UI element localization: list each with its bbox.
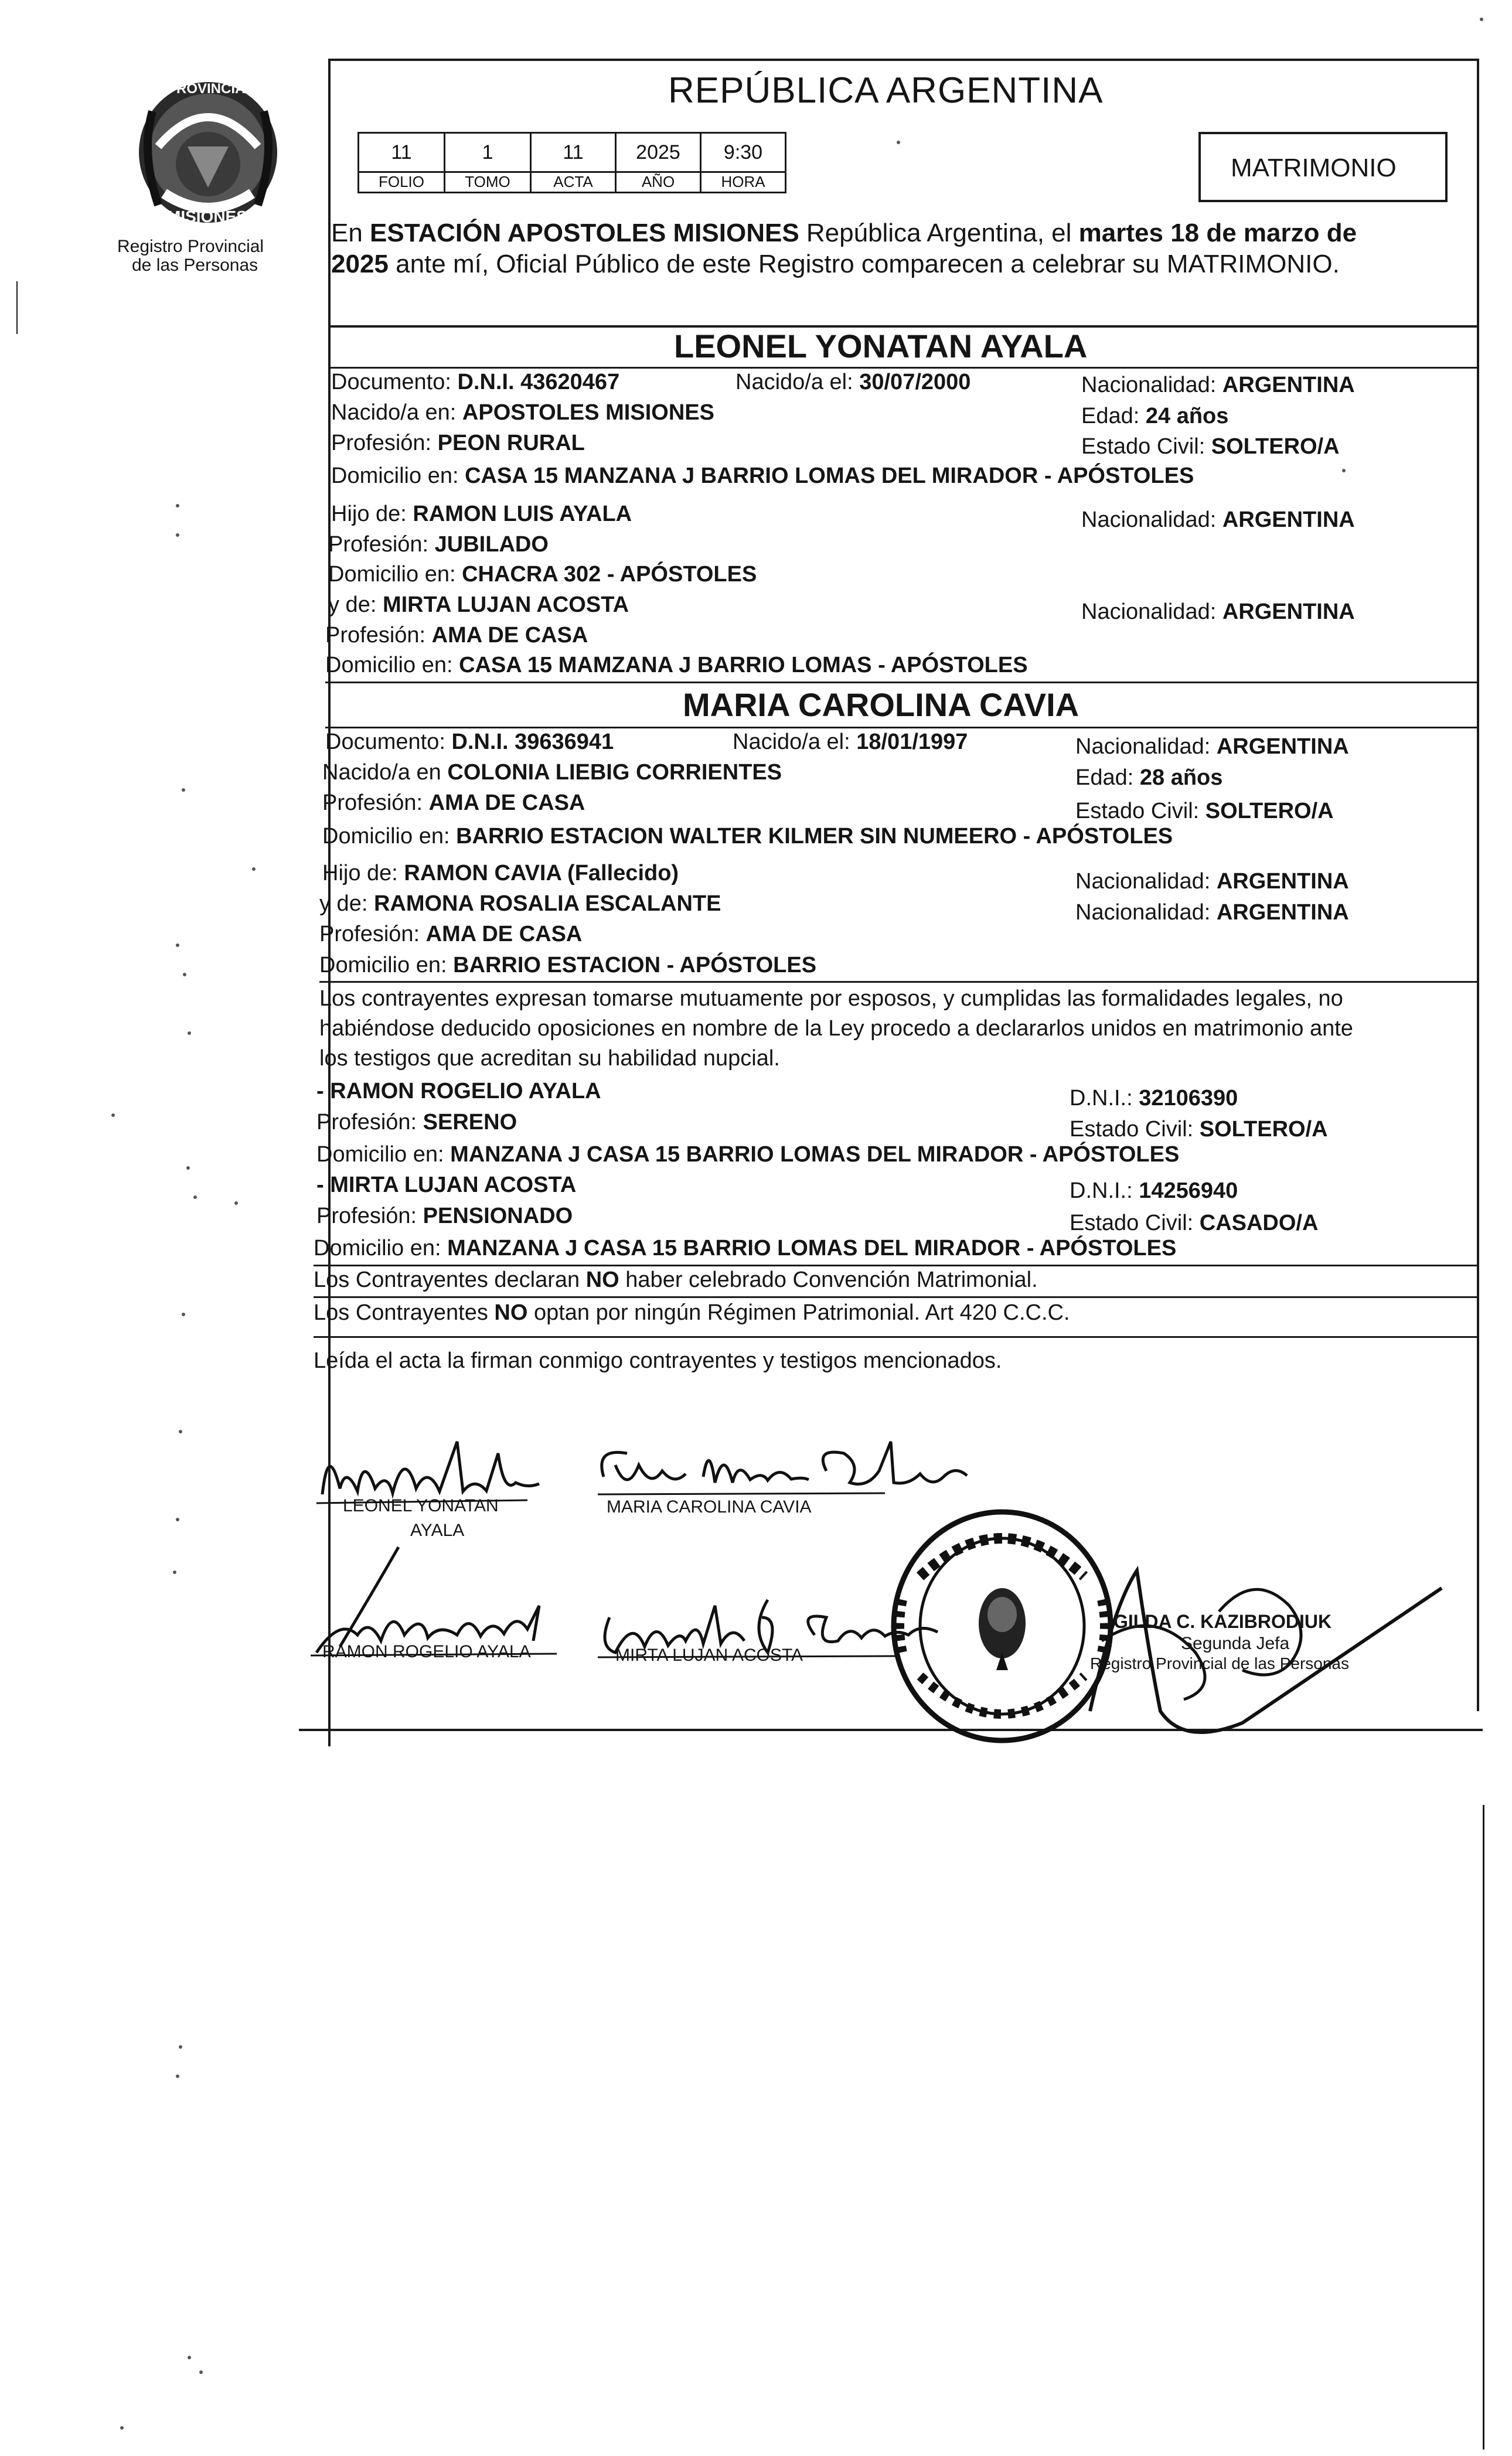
witness-notes-divider	[314, 1265, 1477, 1266]
scan-speck	[897, 141, 900, 144]
witness-2-address: Domicilio en: MANZANA J CASA 15 BARRIO LOMAS DEL MIRADOR - APÓSTOLES	[314, 1236, 1177, 1261]
acta-label: ACTA	[530, 171, 617, 193]
left-margin-mark	[16, 281, 18, 334]
witness-1-signature-label: RAMON ROGELIO AYALA	[322, 1642, 531, 1661]
folio-label: FOLIO	[357, 171, 445, 193]
convention-divider	[314, 1296, 1477, 1298]
scan-speck	[252, 867, 256, 871]
acta-value: 11	[530, 132, 617, 173]
bride-age: Edad: 28 años	[1075, 765, 1223, 790]
scan-speck	[186, 1166, 190, 1170]
witness-2-signature-label: MIRTA LUJAN ACOSTA	[615, 1646, 803, 1665]
regime-divider	[314, 1336, 1477, 1338]
groom-father-profession: Profesión: JUBILADO	[328, 532, 549, 557]
frame-right-border	[1477, 59, 1479, 1711]
scan-speck	[183, 973, 186, 976]
scan-speck	[193, 1195, 197, 1199]
witness-2-dni: D.N.I.: 14256940	[1070, 1178, 1238, 1203]
country-title: REPÚBLICA ARGENTINA	[668, 70, 1104, 111]
scan-speck	[1480, 18, 1483, 21]
groom-birthplace: Nacido/a en: APOSTOLES MISIONES	[331, 400, 714, 425]
groom-bride-divider	[325, 682, 1477, 683]
declaration-line-2: habiéndose deducido oposiciones en nombre de la Ley procedo a declararlos unidos en matrimonio ante	[319, 1016, 1353, 1041]
groom-signature-label-line2: AYALA	[410, 1521, 465, 1540]
bride-mother: y de: RAMONA ROSALIA ESCALANTE	[319, 891, 721, 916]
groom-signature-label-line1: LEONEL YONATAN	[343, 1496, 499, 1515]
witness-2-name: - MIRTA LUJAN ACOSTA	[316, 1173, 577, 1197]
witness-1-address: Domicilio en: MANZANA J CASA 15 BARRIO LOMAS DEL MIRADOR - APÓSTOLES	[316, 1142, 1180, 1167]
bride-address: Domicilio en: BARRIO ESTACION WALTER KILMER SIN NUMEERO - APÓSTOLES	[322, 824, 1173, 849]
groom-mother: y de: MIRTA LUJAN ACOSTA	[328, 592, 629, 617]
scan-speck	[188, 2356, 191, 2359]
bride-civil-status: Estado Civil: SOLTERO/A	[1075, 799, 1334, 823]
witness-1-profession: Profesión: SERENO	[316, 1110, 517, 1135]
bride-mother-profession: Profesión: AMA DE CASA	[319, 922, 583, 946]
bride-name-title: MARIA CAROLINA CAVIA	[683, 686, 1079, 723]
bride-name-divider	[325, 727, 1477, 728]
bride-birthdate: Nacido/a el: 18/01/1997	[733, 730, 968, 754]
intro-prefix: En	[331, 219, 370, 247]
witness-1-dni: D.N.I.: 32106390	[1070, 1086, 1238, 1111]
groom-name-title: LEONEL YONATAN AYALA	[674, 328, 1088, 365]
scan-speck	[176, 504, 179, 507]
groom-address: Domicilio en: CASA 15 MANZANA J BARRIO LOMAS DEL MIRADOR - APÓSTOLES	[331, 464, 1194, 488]
groom-age: Edad: 24 años	[1081, 404, 1229, 428]
witness-1-name: - RAMON ROGELIO AYALA	[316, 1079, 601, 1103]
bride-signature-label: MARIA CAROLINA CAVIA	[607, 1497, 812, 1517]
scan-speck	[234, 1201, 238, 1205]
scan-speck	[176, 1518, 179, 1521]
intro-line-1	[331, 218, 1357, 248]
official-role: Segunda Jefa	[1181, 1634, 1290, 1653]
ano-label: AÑO	[615, 171, 701, 193]
intro-date: martes 18 de marzo de	[1078, 219, 1357, 247]
scan-speck	[173, 1571, 176, 1574]
groom-father-address: Domicilio en: CHACRA 302 - APÓSTOLES	[328, 562, 757, 587]
tomo-value: 1	[444, 132, 532, 173]
scan-speck	[182, 1313, 185, 1316]
scan-speck	[176, 533, 179, 537]
official-name: GILDA C. KAZIBRODIUK	[1113, 1611, 1332, 1632]
declaration-line-3: los testigos que acreditan su habilidad nupcial.	[319, 1046, 780, 1071]
witness-2-civil-status: Estado Civil: CASADO/A	[1070, 1211, 1319, 1235]
scan-speck	[1342, 469, 1346, 472]
seal-text-top: PROVINCIA DE	[167, 81, 268, 97]
hora-value: 9:30	[700, 132, 786, 173]
bride-nationality: Nacionalidad: ARGENTINA	[1075, 734, 1349, 759]
bride-birthplace: Nacido/a en COLONIA LIEBIG CORRIENTES	[322, 760, 782, 785]
groom-father-nationality: Nacionalidad: ARGENTINA	[1081, 507, 1355, 532]
bride-father-nationality: Nacionalidad: ARGENTINA	[1075, 869, 1349, 894]
intro-middle: República Argentina, el	[799, 219, 1079, 247]
registry-provincial-label: Registro Provincial	[117, 237, 264, 256]
groom-mother-address: Domicilio en: CASA 15 MAMZANA J BARRIO LOMAS - APÓSTOLES	[325, 653, 1028, 677]
regime-note: Los Contrayentes NO optan por ningún Régimen Patrimonial. Art 420 C.C.C.	[314, 1300, 1070, 1325]
scan-speck	[111, 1113, 115, 1117]
registry-personas-label: de las Personas	[132, 256, 258, 275]
scan-speck	[176, 2075, 179, 2078]
intro-place: ESTACIÓN APOSTOLES MISIONES	[370, 219, 799, 247]
official-organization: Registro Provincial de las Personas	[1090, 1654, 1349, 1672]
bride-document: Documento: D.N.I. 39636941	[325, 730, 614, 754]
groom-mother-profession: Profesión: AMA DE CASA	[325, 623, 588, 648]
scan-speck	[176, 943, 179, 947]
ano-value: 2025	[615, 132, 701, 173]
scan-speck	[199, 2370, 203, 2374]
intro-year: 2025	[331, 250, 389, 278]
bride-father: Hijo de: RAMON CAVIA (Fallecido)	[322, 861, 679, 885]
groom-mother-nationality: Nacionalidad: ARGENTINA	[1081, 599, 1355, 624]
bride-declaration-divider	[319, 981, 1477, 983]
groom-profession: Profesión: PEON RURAL	[331, 431, 585, 455]
declaration-line-1: Los contrayentes expresan tomarse mutuamente por esposos, y cumplidas las formalidades legales, no	[319, 986, 1343, 1011]
page-edge-line	[1483, 1805, 1484, 2450]
groom-birthdate: Nacido/a el: 30/07/2000	[735, 370, 971, 394]
intro-rest: ante mí, Oficial Público de este Registro comparecen a celebrar su MATRIMONIO.	[388, 250, 1340, 278]
folio-value: 11	[357, 132, 445, 173]
groom-father: Hijo de: RAMON LUIS AYALA	[331, 502, 632, 526]
scan-speck	[120, 2426, 124, 2430]
groom-nationality: Nacionalidad: ARGENTINA	[1081, 373, 1355, 397]
scan-speck	[182, 788, 185, 792]
frame-top-border	[328, 59, 1477, 61]
hora-label: HORA	[700, 171, 786, 193]
witness-1-civil-status: Estado Civil: SOLTERO/A	[1070, 1117, 1328, 1142]
scan-speck	[179, 1430, 182, 1433]
groom-document: Documento: D.N.I. 43620467	[331, 370, 620, 394]
groom-civil-status: Estado Civil: SOLTERO/A	[1081, 434, 1340, 459]
convention-note: Los Contrayentes declaran NO haber celebrado Convención Matrimonial.	[314, 1268, 1038, 1292]
scan-speck	[179, 2045, 182, 2049]
scan-speck	[188, 1031, 191, 1035]
bride-mother-nationality: Nacionalidad: ARGENTINA	[1075, 900, 1349, 925]
intro-line-2	[331, 249, 1340, 280]
record-type-label: MATRIMONIO	[1231, 154, 1397, 182]
reading-note: Leída el acta la firman conmigo contrayentes y testigos mencionados.	[314, 1348, 1002, 1373]
bride-mother-address: Domicilio en: BARRIO ESTACION - APÓSTOLES	[319, 953, 817, 977]
bride-profession: Profesión: AMA DE CASA	[322, 791, 585, 815]
seal-text-bottom: MISIONES	[167, 207, 247, 226]
tomo-label: TOMO	[444, 171, 532, 193]
witness-2-profession: Profesión: PENSIONADO	[316, 1204, 573, 1228]
groom-name-divider	[328, 367, 1478, 369]
